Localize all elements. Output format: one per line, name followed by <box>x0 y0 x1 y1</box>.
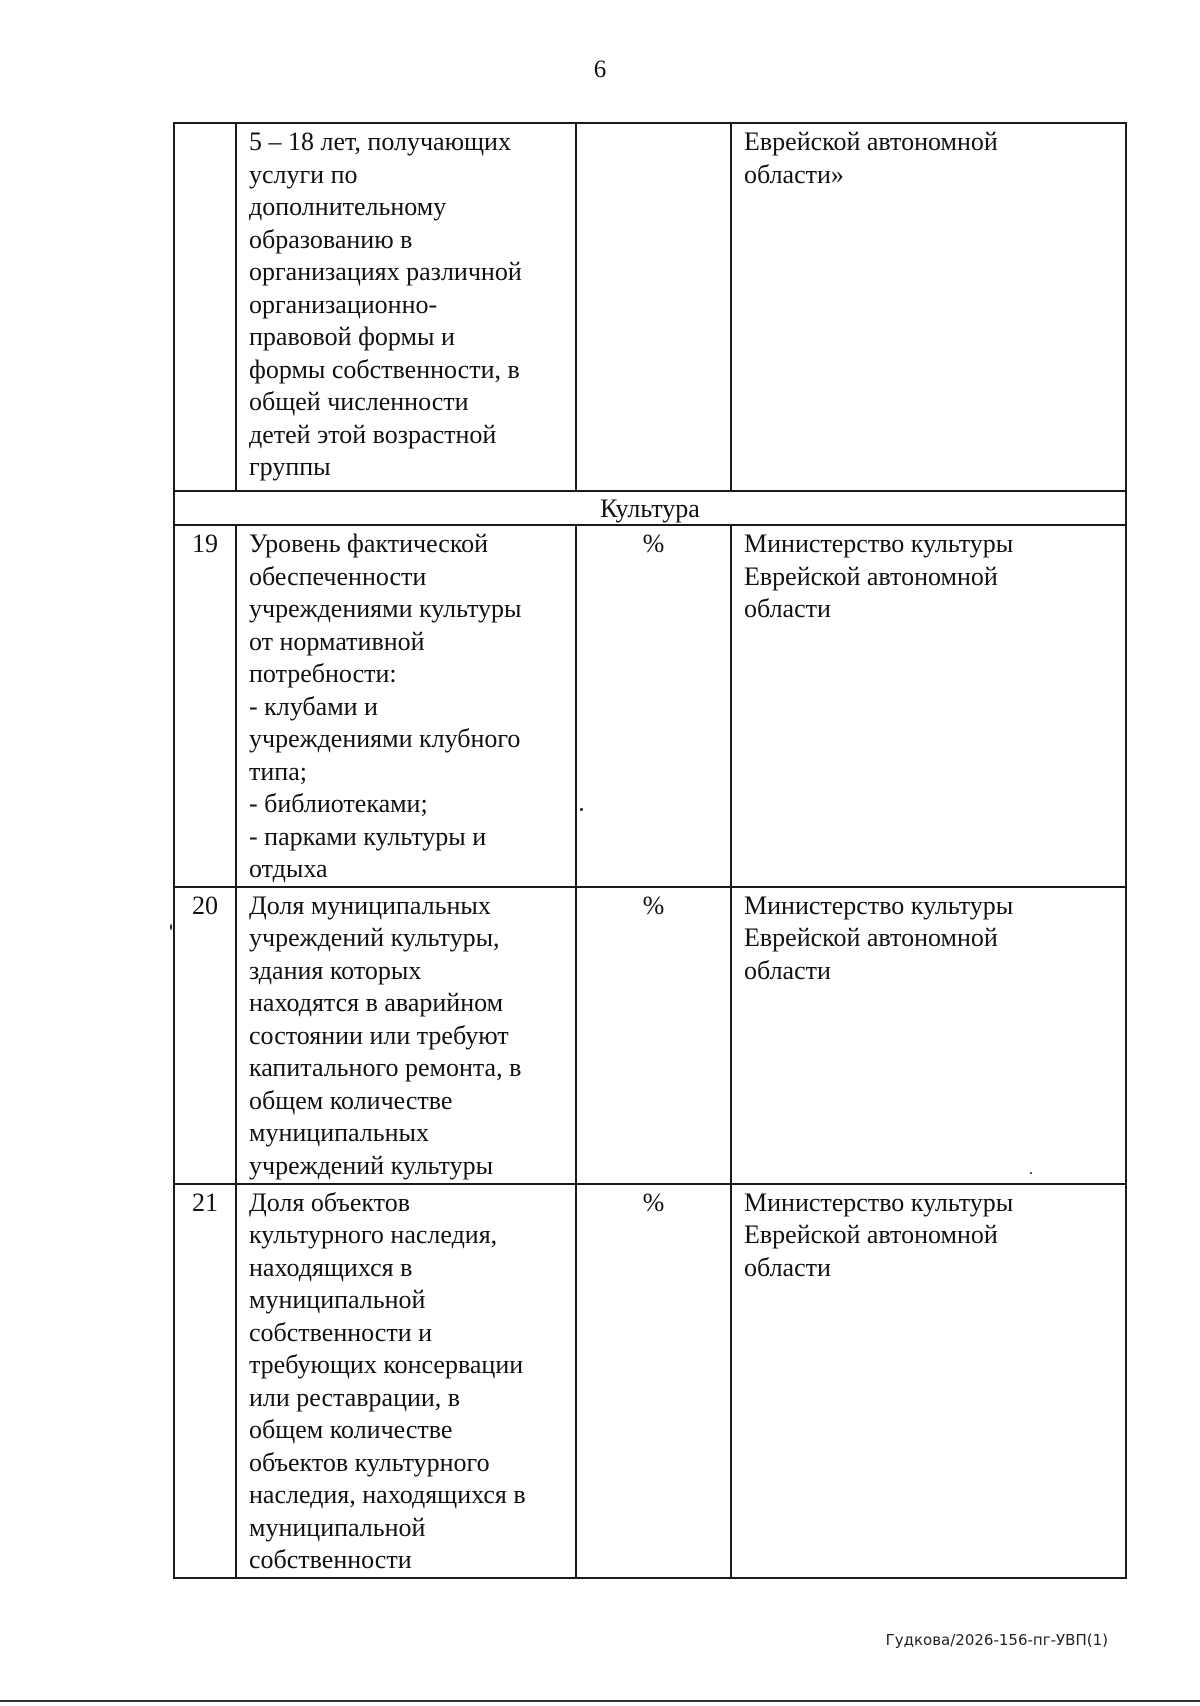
responsible-cell <box>731 123 1126 491</box>
scan-speck <box>1030 1172 1032 1174</box>
scan-speck <box>170 924 172 930</box>
responsible-cell <box>731 1184 1126 1578</box>
row-number <box>174 123 236 491</box>
table-row <box>174 1184 1126 1578</box>
scan-speck <box>580 808 583 811</box>
responsible-cell <box>731 525 1126 887</box>
indicators-table <box>173 122 1127 1579</box>
indicator-cell <box>236 123 576 491</box>
table-row <box>174 887 1126 1184</box>
bottom-edge-line <box>0 1700 1200 1702</box>
responsible-text: Министерство культуры Еврейской автономной области <box>744 1187 1014 1282</box>
indicator-text: Доля муниципальных учреждений культуры, здания которых находятся в аварийном состоянии или требуют капитального ремонта, в общем количестве муниципальных учреждений культуры <box>249 890 522 1180</box>
table-row <box>174 525 1126 887</box>
indicator-cell <box>236 525 576 887</box>
section-title: Культура <box>174 491 1126 525</box>
indicator-cell <box>236 1184 576 1578</box>
indicator-text: Доля объектов культурного наследия, находящихся в муниципальной собственности и требующих консервации или реставрации, в общем количестве объектов культурного наследия, находящихся в муниципальной собственности <box>249 1187 526 1574</box>
responsible-text: Министерство культуры Еврейской автономной области <box>744 890 1014 985</box>
page-number: 6 <box>593 56 607 83</box>
table-row <box>174 123 1126 491</box>
indicator-text: 5 – 18 лет, получающих услуги по дополнительному образованию в организациях различной организационно- правовой формы и формы собственности, в общей численности детей этой возрастной группы <box>249 127 522 481</box>
document-code: Гудкова/2026-156-пг-УВП(1) <box>885 1631 1108 1649</box>
responsible-text: Министерство культуры Еврейской автономной области <box>744 529 1014 623</box>
row-number: 21 <box>174 1184 236 1578</box>
unit-cell: % <box>576 525 731 887</box>
section-row <box>174 491 1126 525</box>
unit-cell: % <box>576 887 731 1184</box>
responsible-cell <box>731 887 1126 1184</box>
indicator-cell <box>236 887 576 1184</box>
row-number: 19 <box>174 525 236 887</box>
responsible-text: Еврейской автономной области» <box>744 127 998 189</box>
unit-cell <box>576 123 731 491</box>
unit-cell: % <box>576 1184 731 1578</box>
row-number: 20 <box>174 887 236 1184</box>
indicator-text: Уровень фактической обеспеченности учреждениями культуры от нормативной потребности: - клубами и учреждениями клубного типа; - библиотеками; - парками культуры и отдыха <box>249 529 522 883</box>
